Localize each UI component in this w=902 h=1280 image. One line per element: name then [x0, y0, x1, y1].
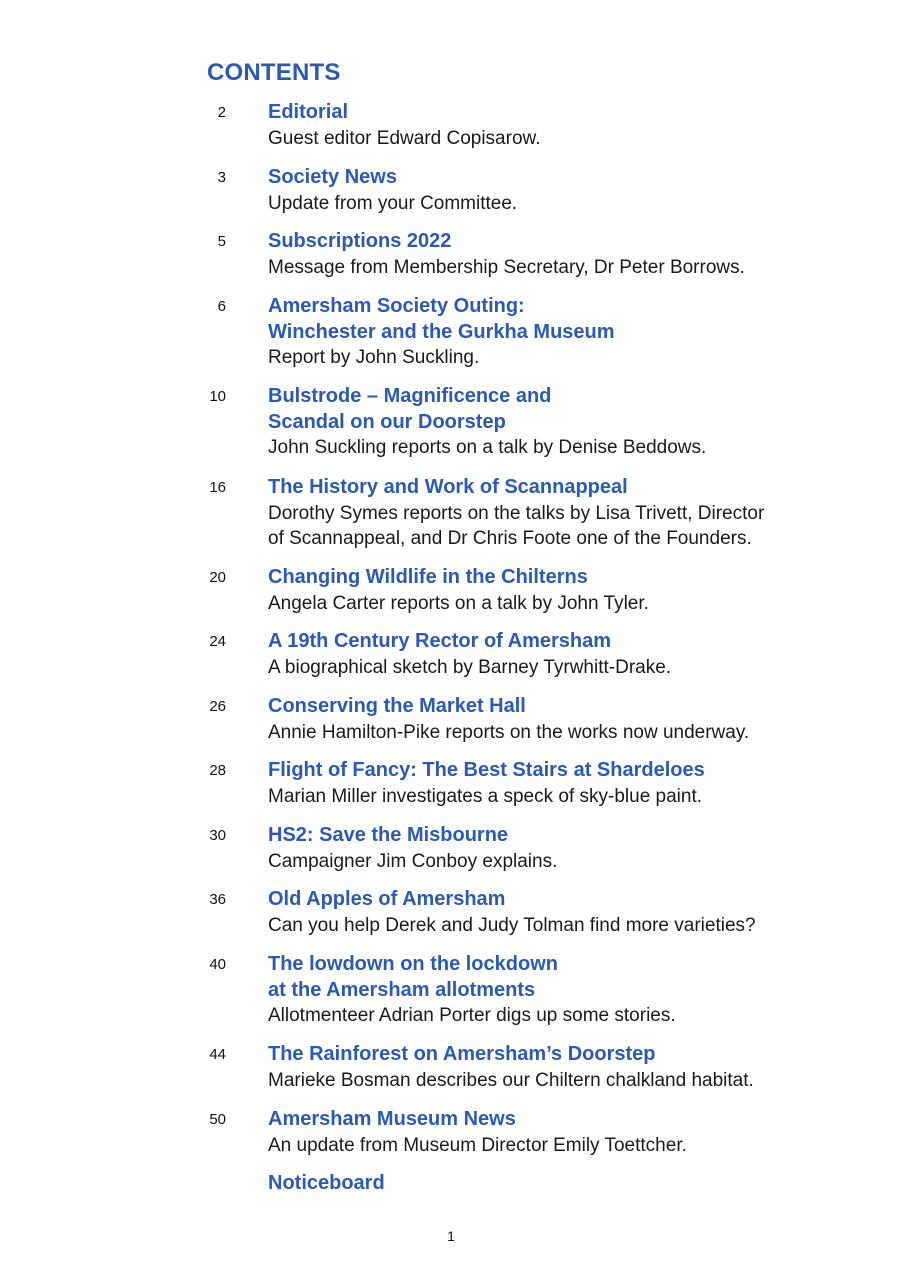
entry-description: Message from Membership Secretary, Dr Peter Borrows.	[268, 256, 745, 278]
entry-title: Scandal on our Doorstep	[268, 410, 506, 433]
entry-page-number: 24	[209, 633, 226, 650]
entry-description: John Suckling reports on a talk by Denise Beddows.	[268, 437, 707, 458]
entry-body	[268, 1171, 888, 1197]
entry-description: Angela Carter reports on a talk by John Tyler.	[268, 592, 649, 614]
entry-body	[268, 384, 888, 461]
entry-page-number: 16	[209, 479, 226, 496]
entry-title: Flight of Fancy: The Best Stairs at Shardeloes	[268, 759, 705, 781]
footer-page-number: 1	[447, 1228, 455, 1244]
entry-title: Editorial	[268, 101, 349, 123]
entry-body	[268, 887, 888, 938]
entry-page-number: 28	[209, 762, 226, 779]
entry-title: Winchester and the Gurkha Museum	[268, 320, 615, 343]
entry-body	[268, 1042, 888, 1093]
entry-page-number: 3	[217, 169, 226, 186]
entry-title: Conserving the Market Hall	[268, 695, 526, 717]
entry-title: Old Apples of Amersham	[268, 888, 506, 910]
entry-body	[268, 823, 888, 874]
entry-body	[268, 952, 888, 1029]
entry-title: Amersham Museum News	[268, 1108, 516, 1130]
entry-title: The Rainforest on Amersham’s Doorstep	[268, 1043, 656, 1065]
entry-title: Amersham Society Outing:	[268, 295, 525, 317]
page-title: CONTENTS	[207, 59, 341, 86]
entry-title: Changing Wildlife in the Chilterns	[268, 566, 588, 588]
entry-body	[268, 565, 888, 616]
entry-title: Noticeboard	[268, 1172, 385, 1194]
entry-page-number: 2	[217, 104, 226, 121]
entry-title: Bulstrode – Magnificence and	[268, 385, 552, 407]
entry-body	[268, 475, 888, 552]
entry-title: HS2: Save the Misbourne	[268, 824, 509, 846]
entry-title: The lowdown on the lockdown	[268, 953, 558, 975]
entry-description: A biographical sketch by Barney Tyrwhitt-Drake.	[268, 656, 672, 678]
entry-description: Update from your Committee.	[268, 192, 518, 214]
entry-description: Report by John Suckling.	[268, 347, 480, 368]
entry-description: Campaigner Jim Conboy explains.	[268, 850, 558, 872]
entry-title: The History and Work of Scannappeal	[268, 476, 628, 498]
entry-description: Can you help Derek and Judy Tolman find more varieties?	[268, 914, 756, 936]
entry-body	[268, 294, 888, 371]
entry-body	[268, 229, 888, 280]
entry-description: Guest editor Edward Copisarow.	[268, 127, 541, 149]
entry-page-number: 10	[209, 388, 226, 405]
entry-body	[268, 629, 888, 680]
entry-title: at the Amersham allotments	[268, 978, 536, 1001]
entry-description: An update from Museum Director Emily Toettcher.	[268, 1134, 687, 1156]
entry-page-number: 36	[209, 891, 226, 908]
entry-description: Annie Hamilton-Pike reports on the works now underway.	[268, 721, 750, 743]
entry-body	[268, 100, 888, 151]
entry-title: A 19th Century Rector of Amersham	[268, 630, 612, 652]
entry-body	[268, 1107, 888, 1158]
entry-page-number: 50	[209, 1111, 226, 1128]
entry-description: Marian Miller investigates a speck of sky-blue paint.	[268, 785, 703, 807]
entry-title: Subscriptions 2022	[268, 230, 452, 252]
entry-description: of Scannappeal, and Dr Chris Foote one of the Founders.	[268, 528, 752, 549]
entry-description: Allotmenteer Adrian Porter digs up some stories.	[268, 1005, 676, 1026]
entry-title: Society News	[268, 166, 397, 188]
entry-page-number: 44	[209, 1046, 226, 1063]
entry-page-number: 20	[209, 569, 226, 586]
entry-description: Marieke Bosman describes our Chiltern chalkland habitat.	[268, 1069, 754, 1091]
entry-body	[268, 758, 888, 809]
entry-body	[268, 694, 888, 745]
entry-page-number: 5	[217, 233, 226, 250]
entry-description: Dorothy Symes reports on the talks by Lisa Trivett, Director	[268, 502, 765, 524]
entry-page-number: 26	[209, 698, 226, 715]
entry-page-number: 30	[209, 827, 226, 844]
entry-page-number: 6	[217, 298, 226, 315]
entry-page-number: 40	[209, 956, 226, 973]
entry-body	[268, 165, 888, 216]
